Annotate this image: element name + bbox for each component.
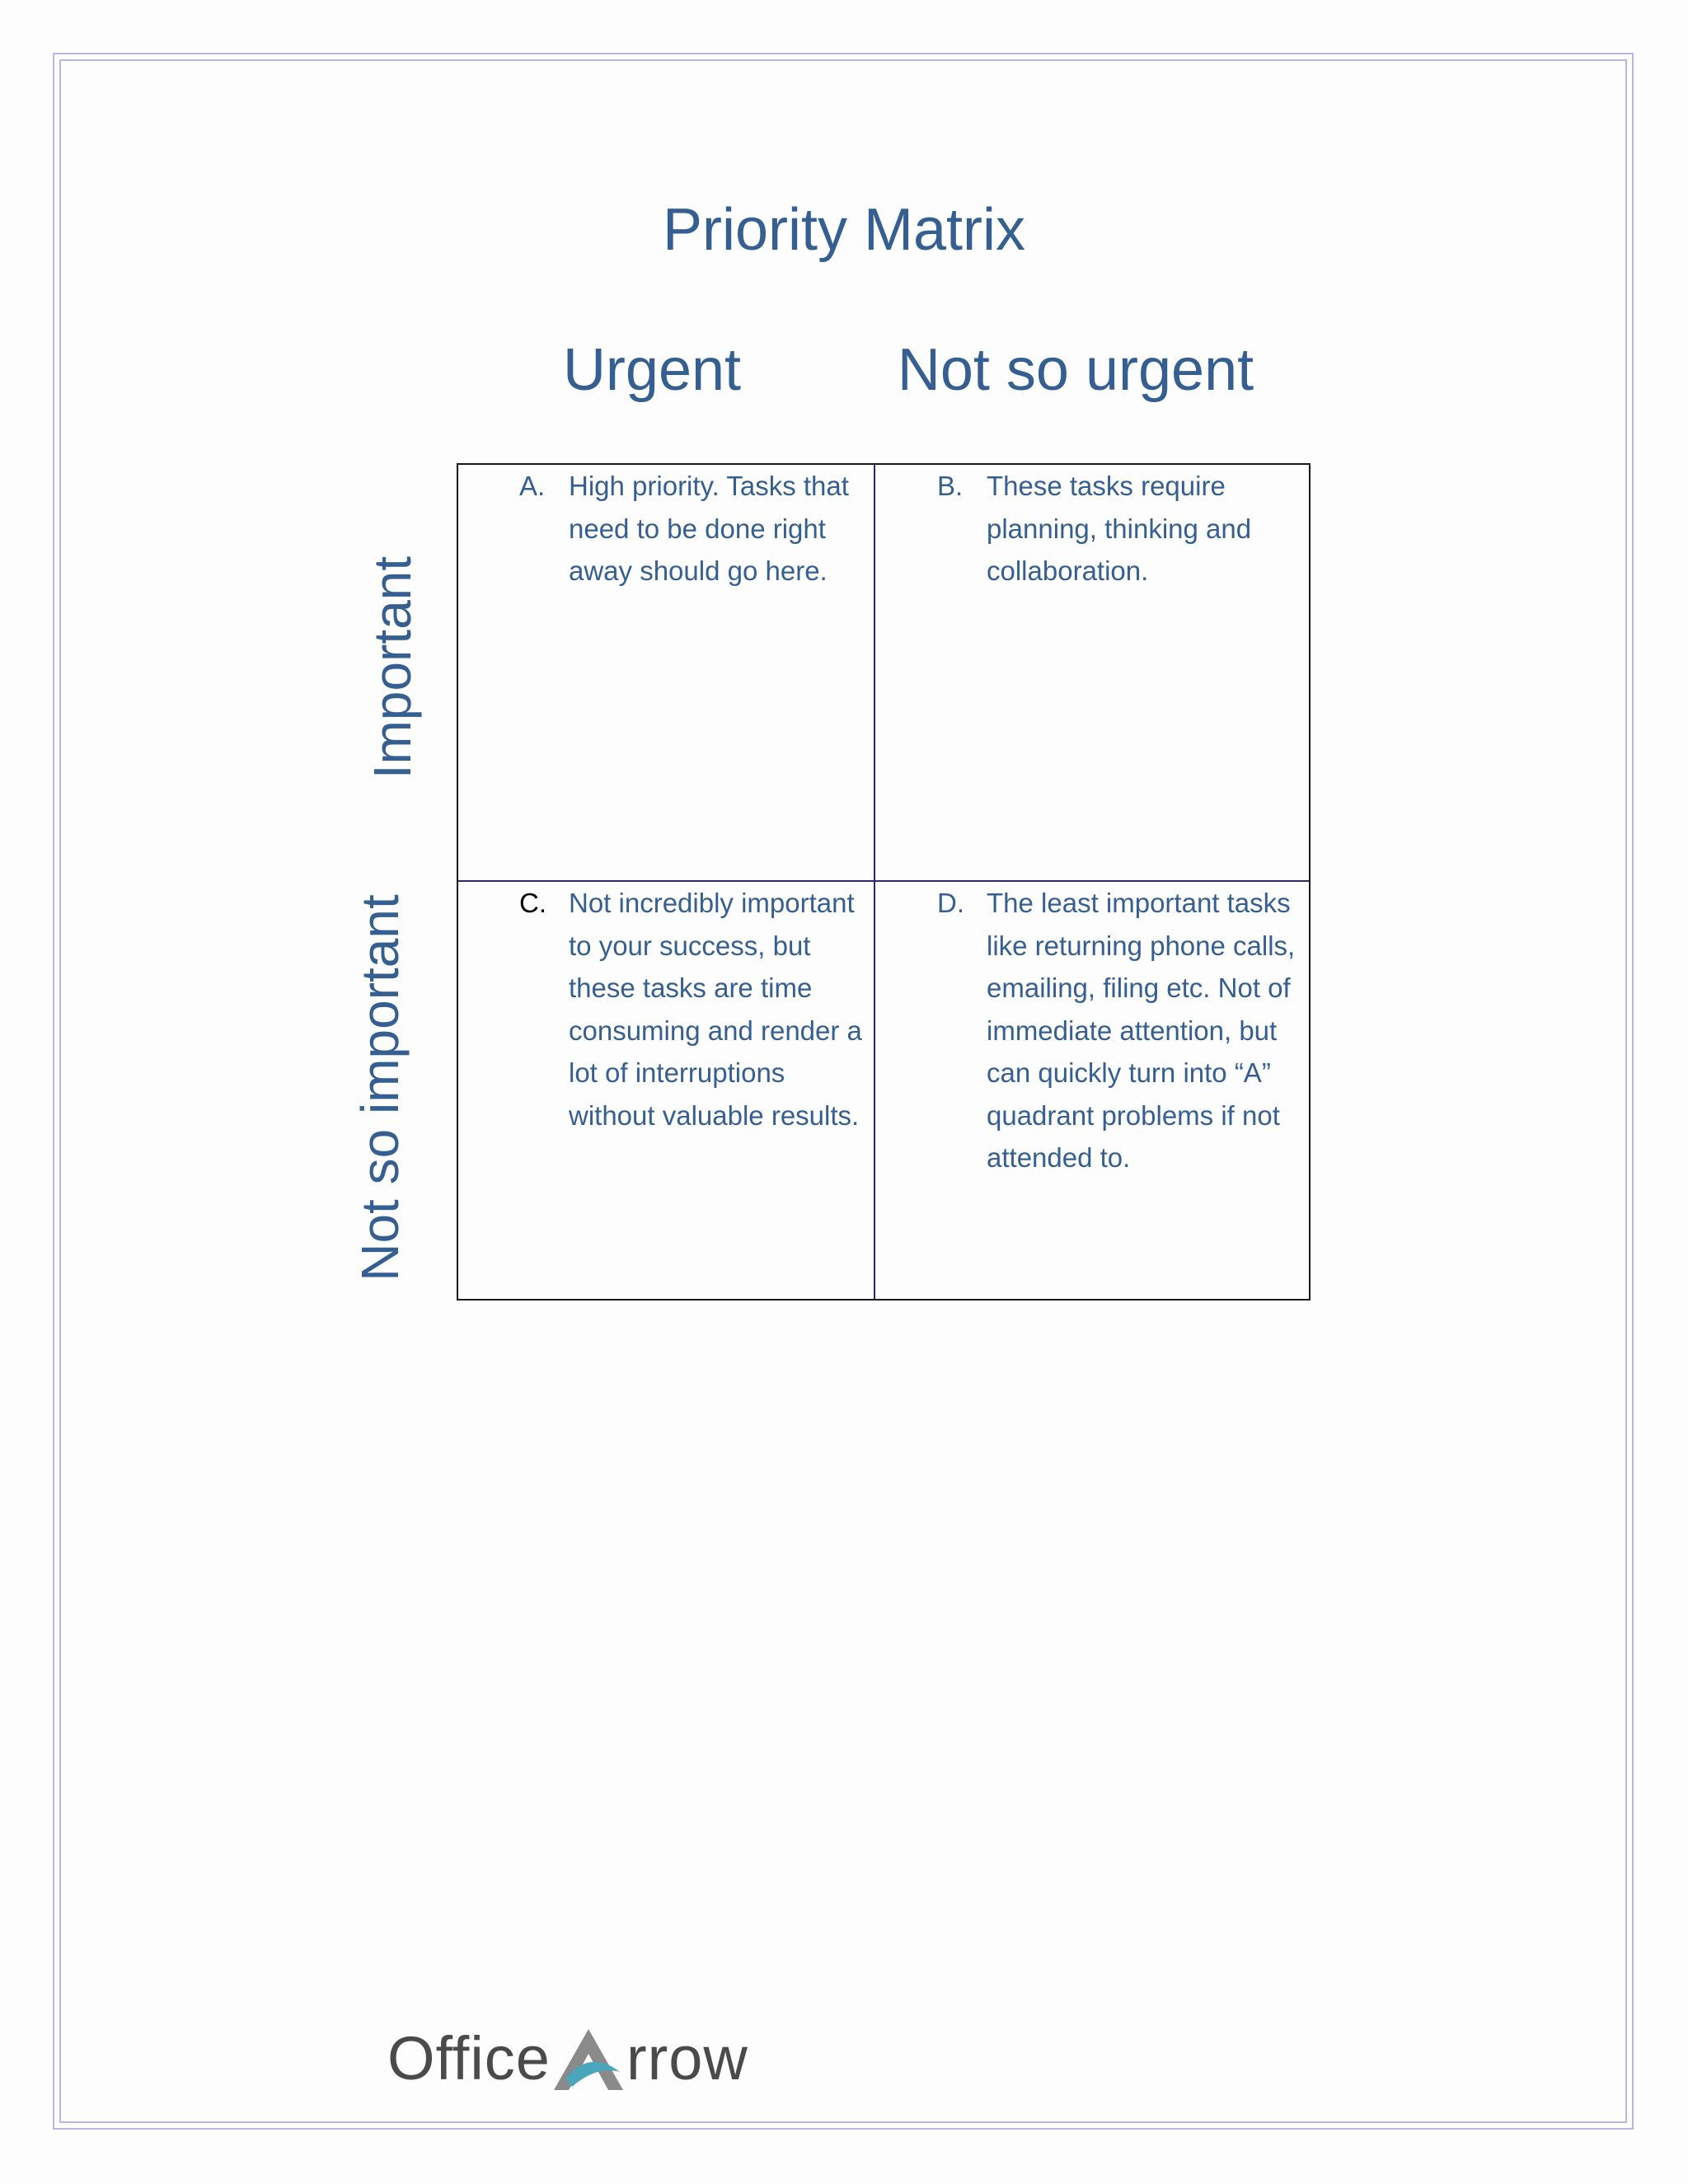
column-header-not-so-urgent: Not so urgent (897, 337, 1254, 403)
quadrant-b-text: These tasks require planning, thinking and collaboration. (987, 471, 1252, 586)
quadrant-b-letter: B. (937, 471, 964, 501)
quadrant-c-text: Not incredibly important to your success, but these tasks are time consuming and render a lot of interruptions without valuable results. (569, 888, 862, 1131)
quadrant-c (519, 882, 865, 1137)
quadrant-a-text: High priority. Tasks that need to be done right away should go here. (569, 471, 849, 586)
page-title: Priority Matrix (662, 197, 1025, 263)
officearrow-logo (387, 2019, 748, 2093)
quadrant-d-text: The least important tasks like returning phone calls, emailing, filing etc. Not of immediate attention, but can quickly turn into “A” quadrant problems if not attended to. (987, 888, 1296, 1173)
quadrant-a (519, 465, 865, 593)
logo-text-office: Office (387, 2024, 551, 2093)
quadrant-d (937, 882, 1300, 1179)
logo-text-rrow: rrow (626, 2024, 748, 2093)
quadrant-a-letter: A. (519, 471, 546, 501)
column-header-urgent: Urgent (562, 337, 742, 403)
quadrant-b (937, 465, 1300, 593)
quadrant-d-letter: D. (937, 888, 964, 918)
quadrant-c-letter: C. (519, 888, 546, 918)
grid-vertical-divider (874, 465, 875, 1299)
row-header-important: Important (363, 555, 422, 780)
row-header-not-so-important: Not so important (350, 894, 410, 1282)
arrow-logo-icon (547, 2024, 630, 2093)
